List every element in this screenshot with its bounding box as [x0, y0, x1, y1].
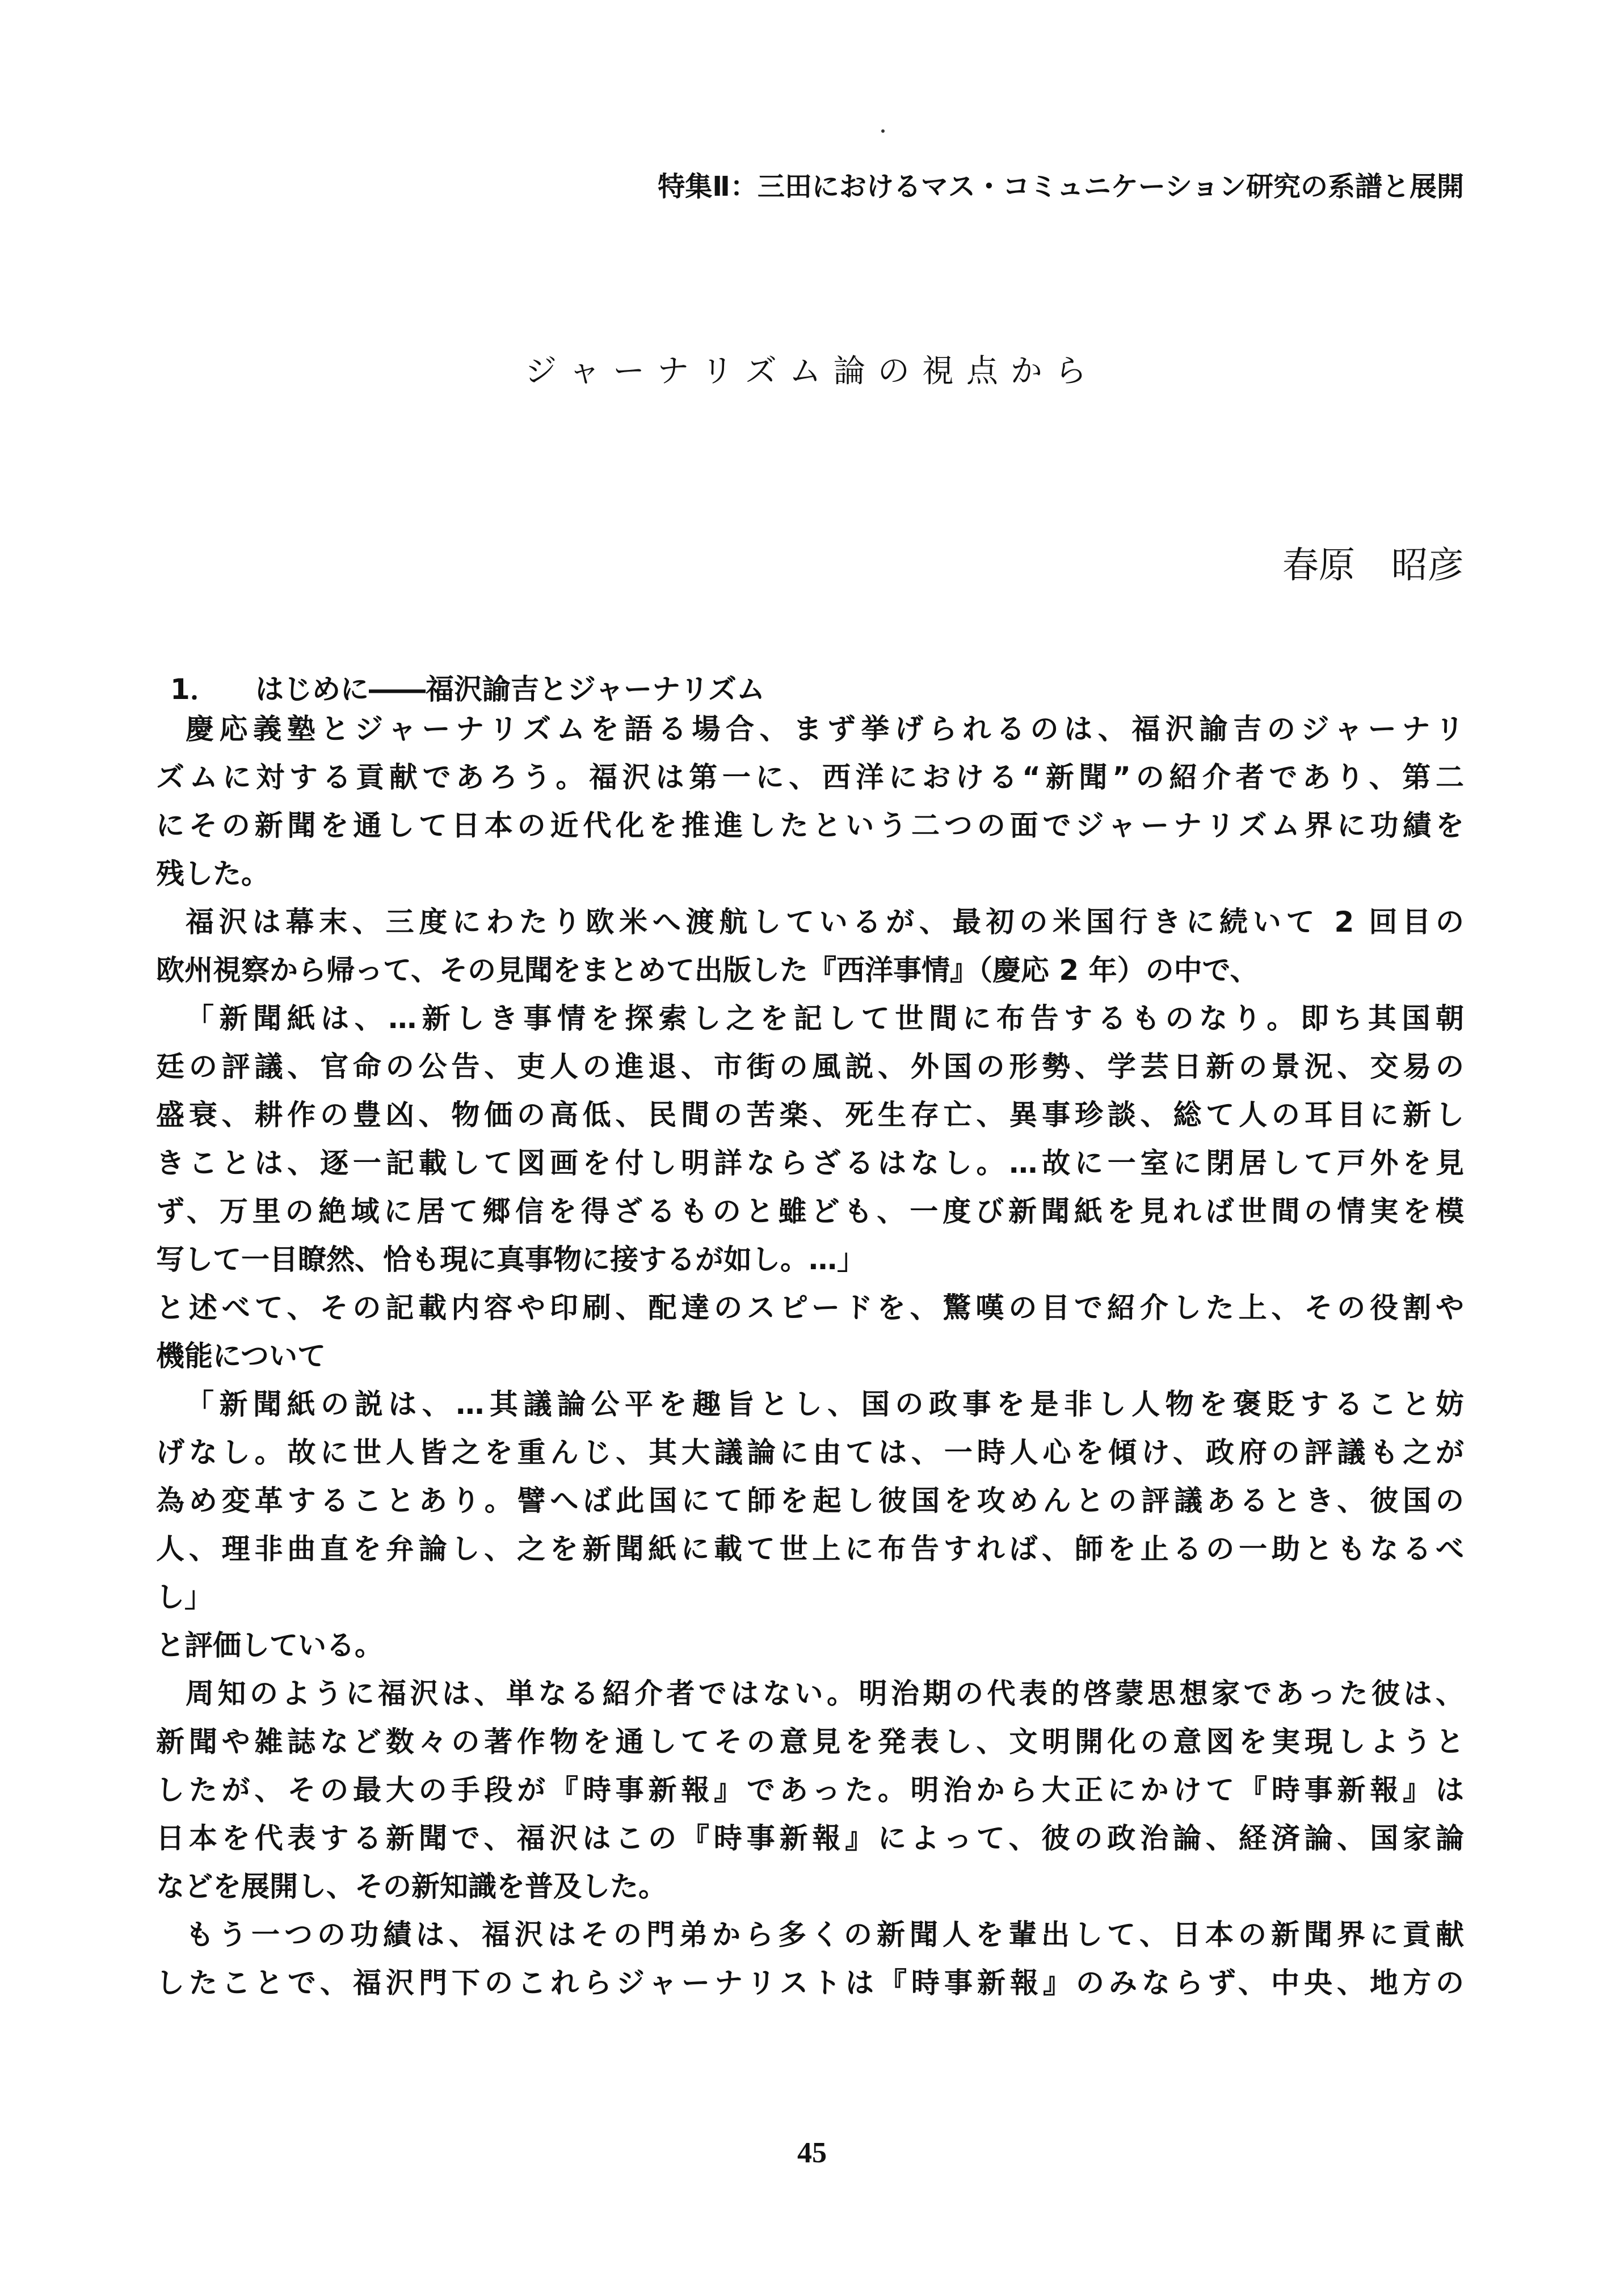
quote-line: 盛衰、耕作の豊凶、物価の高低、民間の苦楽、死生存亡、異事珍談、総て人の耳目に新し: [156, 1098, 1464, 1131]
text-line: もう一つの功績は、福沢はその門弟から多くの新聞人を輩出して、日本の新聞界に貢献: [186, 1918, 1464, 1951]
text-line: にその新聞を通して日本の近代化を推進したという二つの面でジャーナリズム界に功績を: [156, 809, 1464, 842]
text-line: 周知のように福沢は、単なる紹介者ではない。明治期の代表的啓蒙思想家であった彼は、: [186, 1677, 1464, 1710]
text-line: と述べて、その記載内容や印刷、配達のスピードを、驚嘆の目で紹介した上、その役割や: [156, 1291, 1464, 1324]
section-heading: [170, 667, 765, 708]
quote-line: 写して一目瞭然、恰も現に真事物に接するが如し。…」: [156, 1243, 865, 1276]
text-line: 新聞や雑誌など数々の著作物を通してその意見を発表し、文明開化の意図を実現しようと: [156, 1725, 1464, 1758]
text-line: したが、その最大の手段が『時事新報』であった。明治から大正にかけて『時事新報』は: [156, 1774, 1464, 1806]
text-line: 欧州視察から帰って、その見聞をまとめて出版した『西洋事情』（慶応 2 年）の中で、: [156, 954, 1259, 987]
quote-line: 「新聞紙は、…新しき事情を探索し之を記して世間に布告するものなり。即ち其国朝: [186, 1002, 1464, 1035]
section-title: はじめに――福沢諭吉とジャーナリズム: [255, 673, 765, 706]
text-line: したことで、福沢門下のこれらジャーナリストは『時事新報』のみならず、中央、地方の: [156, 1966, 1464, 1999]
author-given-name: 昭彦: [1391, 545, 1464, 587]
quote-line: 人、理非曲直を弁論し、之を新聞紙に載て世上に布告すれば、師を止るの一助ともなるべ: [156, 1532, 1464, 1565]
quote-line: げなし。故に世人皆之を重んじ、其大議論に由ては、一時人心を傾け、政府の評議も之が: [156, 1436, 1464, 1469]
quote-line: ず、万里の絶域に居て郷信を得ざるものと雖ども、一度び新聞紙を見れば世間の情実を模: [156, 1195, 1464, 1228]
quote-line: 廷の評議、官命の公告、吏人の進退、市街の風説、外国の形勢、学芸日新の景況、交易の: [156, 1050, 1464, 1083]
body-text: [156, 712, 1464, 2014]
quote-line: 為め変革することあり。譬へば此国にて師を起し彼国を攻めんとの評議あるとき、彼国の: [156, 1484, 1464, 1517]
text-line: 慶応義塾とジャーナリズムを語る場合、まず挙げられるのは、福沢諭吉のジャーナリ: [186, 713, 1464, 746]
text-line: 福沢は幕末、三度にわたり欧米へ渡航しているが、最初の米国行きに続いて 2 回目の: [186, 906, 1464, 938]
scan-speck: [881, 129, 885, 133]
special-issue-header: 特集Ⅱ：三田におけるマス・コミュニケーション研究の系譜と展開: [658, 171, 1464, 203]
text-line: 日本を代表する新聞で、福沢はこの『時事新報』によって、彼の政治論、経済論、国家論: [156, 1822, 1464, 1855]
text-line: ズムに対する貢献であろう。福沢は第一に、西洋における“新聞”の紹介者であり、第二: [156, 761, 1464, 794]
article-title: ジャーナリズム論の視点から: [525, 353, 1099, 390]
author-name: [1282, 536, 1464, 588]
page-number: 45: [797, 2137, 827, 2169]
quote-line: 「新聞紙の説は、…其議論公平を趣旨とし、国の政事を是非し人物を褒貶すること妨: [186, 1388, 1464, 1421]
quote-line: きことは、逐一記載して図画を付し明詳ならざるはなし。…故に一室に閉居して戸外を見: [156, 1147, 1464, 1180]
text-line: などを展開し、その新知識を普及した。: [156, 1870, 667, 1903]
quote-line: し」: [156, 1581, 213, 1614]
section-number: 1．: [170, 673, 218, 706]
text-line: 残した。: [156, 857, 270, 890]
text-line: 機能について: [156, 1340, 326, 1372]
author-family-name: 春原: [1282, 545, 1355, 587]
text-line: と評価している。: [156, 1629, 383, 1662]
